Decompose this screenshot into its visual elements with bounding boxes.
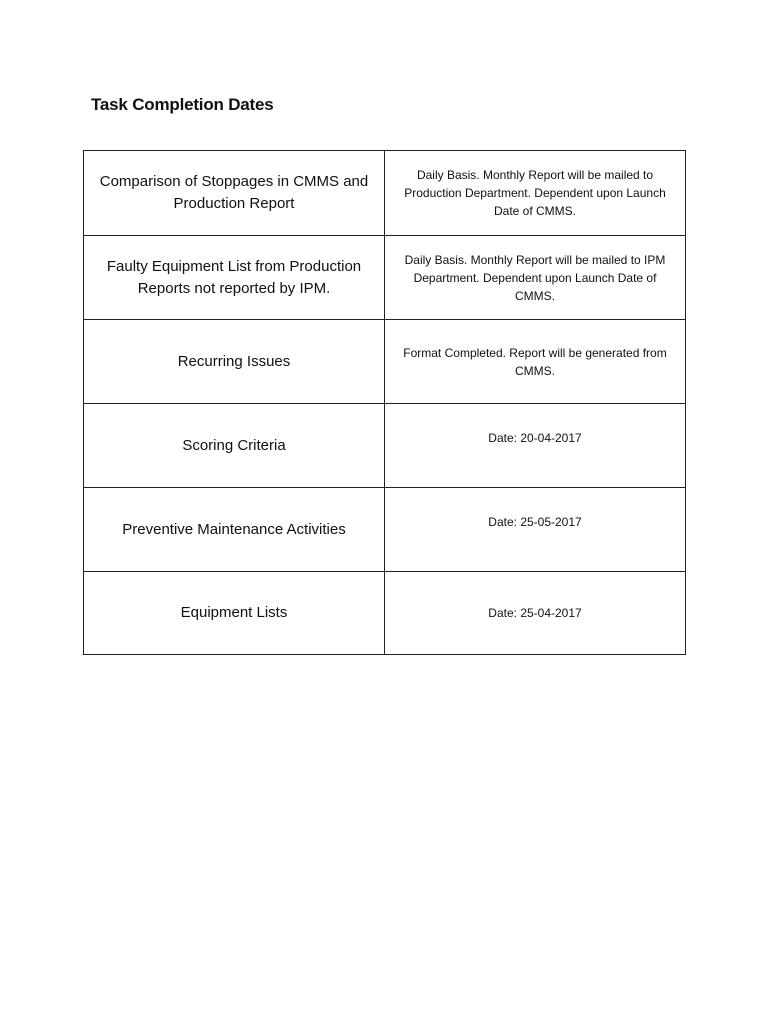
task-completion-table xyxy=(83,150,686,655)
task-status-cell: Date: 25-05-2017 xyxy=(385,488,686,572)
task-name-cell: Recurring Issues xyxy=(84,320,385,404)
task-status-cell: Daily Basis. Monthly Report will be mailed to Production Department. Dependent upon Launch Date of CMMS. xyxy=(385,151,686,236)
task-status-cell: Date: 20-04-2017 xyxy=(385,404,686,488)
table-row xyxy=(84,320,686,404)
table-row xyxy=(84,236,686,320)
task-name-cell: Scoring Criteria xyxy=(84,404,385,488)
task-name-cell: Preventive Maintenance Activities xyxy=(84,488,385,572)
task-name-cell: Equipment Lists xyxy=(84,572,385,655)
table-row xyxy=(84,572,686,655)
page-title: Task Completion Dates xyxy=(91,95,274,114)
table-row xyxy=(84,151,686,236)
table-row xyxy=(84,488,686,572)
task-status-cell: Format Completed. Report will be generated from CMMS. xyxy=(385,320,686,404)
table-row xyxy=(84,404,686,488)
task-name-cell: Faulty Equipment List from Production Reports not reported by IPM. xyxy=(84,236,385,320)
task-name-cell: Comparison of Stoppages in CMMS and Production Report xyxy=(84,151,385,236)
task-status-cell: Daily Basis. Monthly Report will be mailed to IPM Department. Dependent upon Launch Date of CMMS. xyxy=(385,236,686,320)
task-status-cell: Date: 25-04-2017 xyxy=(385,572,686,655)
